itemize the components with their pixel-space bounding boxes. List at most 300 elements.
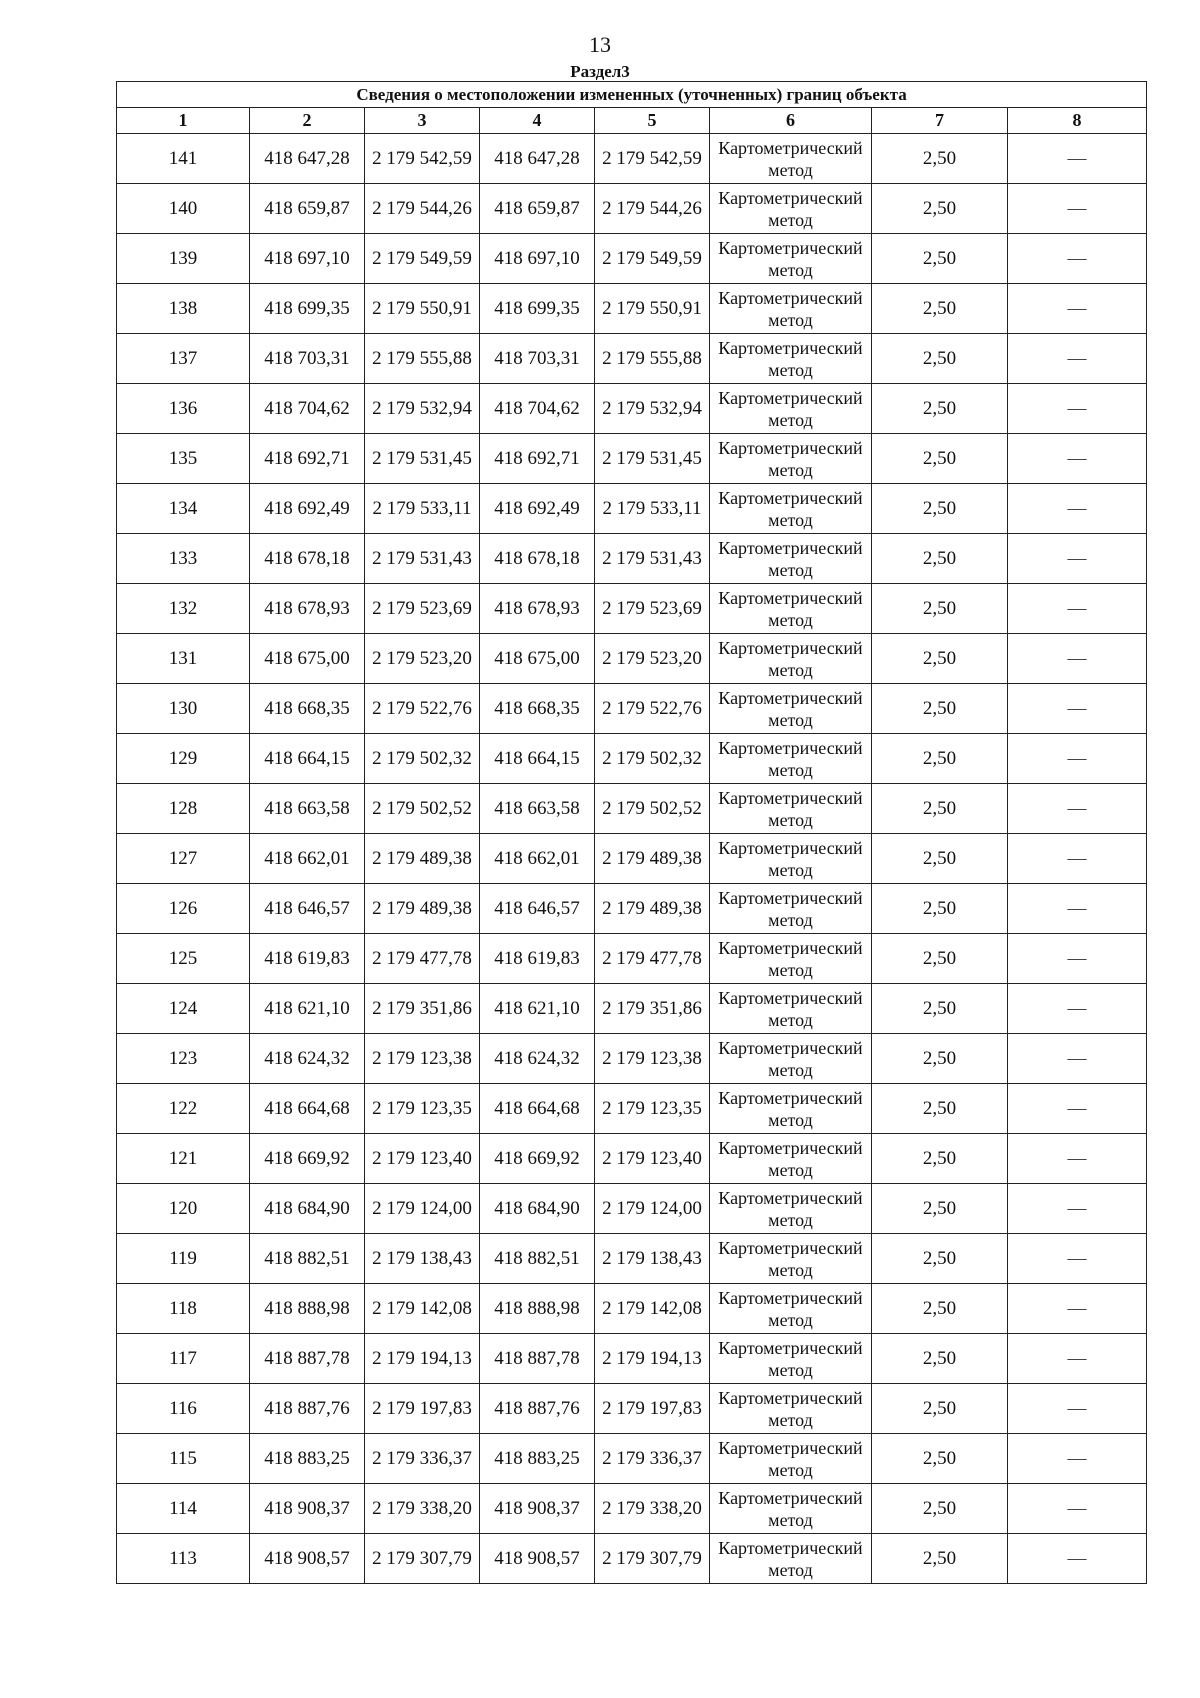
- description-cell: —: [1008, 134, 1147, 184]
- method-text: Картометрический метод: [718, 987, 863, 1030]
- method-text: Картометрический метод: [718, 887, 863, 930]
- table-header-row: [117, 108, 1147, 134]
- old-x-cell: 418 887,78: [250, 1334, 365, 1384]
- method-cell: [710, 934, 872, 984]
- new-x-cell: 418 692,71: [480, 434, 595, 484]
- old-y-cell: 2 179 336,37: [365, 1434, 480, 1484]
- coordinates-table: [116, 81, 1147, 1584]
- table-body: [117, 134, 1147, 1584]
- column-header: 4: [480, 108, 595, 134]
- new-x-cell: 418 882,51: [480, 1234, 595, 1284]
- point-number-cell: 132: [117, 584, 250, 634]
- accuracy-cell: 2,50: [872, 584, 1008, 634]
- method-cell: [710, 284, 872, 334]
- method-text: Картометрический метод: [718, 287, 863, 330]
- old-y-cell: 2 179 477,78: [365, 934, 480, 984]
- new-x-cell: 418 659,87: [480, 184, 595, 234]
- description-cell: —: [1008, 934, 1147, 984]
- method-cell: [710, 834, 872, 884]
- new-x-cell: 418 668,35: [480, 684, 595, 734]
- accuracy-cell: 2,50: [872, 284, 1008, 334]
- table-row: [117, 1034, 1147, 1084]
- table-row: [117, 584, 1147, 634]
- method-text: Картометрический метод: [718, 187, 863, 230]
- point-number-cell: 122: [117, 1084, 250, 1134]
- method-text: Картометрический метод: [718, 787, 863, 830]
- method-text: Картометрический метод: [718, 637, 863, 680]
- method-text: Картометрический метод: [718, 1487, 863, 1530]
- new-x-cell: 418 678,93: [480, 584, 595, 634]
- old-x-cell: 418 887,76: [250, 1384, 365, 1434]
- table-row: [117, 134, 1147, 184]
- old-x-cell: 418 669,92: [250, 1134, 365, 1184]
- new-y-cell: 2 179 336,37: [595, 1434, 710, 1484]
- new-x-cell: 418 887,78: [480, 1334, 595, 1384]
- old-x-cell: 418 619,83: [250, 934, 365, 984]
- new-x-cell: 418 888,98: [480, 1284, 595, 1334]
- method-cell: [710, 1434, 872, 1484]
- description-cell: —: [1008, 1484, 1147, 1534]
- accuracy-cell: 2,50: [872, 784, 1008, 834]
- new-x-cell: 418 908,57: [480, 1534, 595, 1584]
- method-text: Картометрический метод: [718, 687, 863, 730]
- new-y-cell: 2 179 533,11: [595, 484, 710, 534]
- method-text: Картометрический метод: [718, 437, 863, 480]
- point-number-cell: 123: [117, 1034, 250, 1084]
- description-cell: —: [1008, 1434, 1147, 1484]
- table-row: [117, 484, 1147, 534]
- description-cell: —: [1008, 234, 1147, 284]
- new-x-cell: 418 684,90: [480, 1184, 595, 1234]
- method-cell: [710, 1384, 872, 1434]
- method-cell: [710, 484, 872, 534]
- method-cell: [710, 334, 872, 384]
- method-text: Картометрический метод: [718, 837, 863, 880]
- description-cell: —: [1008, 784, 1147, 834]
- accuracy-cell: 2,50: [872, 1484, 1008, 1534]
- method-cell: [710, 884, 872, 934]
- method-cell: [710, 984, 872, 1034]
- old-y-cell: 2 179 544,26: [365, 184, 480, 234]
- point-number-cell: 121: [117, 1134, 250, 1184]
- description-cell: —: [1008, 1384, 1147, 1434]
- old-y-cell: 2 179 123,40: [365, 1134, 480, 1184]
- new-y-cell: 2 179 194,13: [595, 1334, 710, 1384]
- method-cell: [710, 784, 872, 834]
- method-text: Картометрический метод: [718, 587, 863, 630]
- method-text: Картометрический метод: [718, 1237, 863, 1280]
- point-number-cell: 134: [117, 484, 250, 534]
- table-row: [117, 984, 1147, 1034]
- old-x-cell: 418 647,28: [250, 134, 365, 184]
- table-row: [117, 1484, 1147, 1534]
- new-x-cell: 418 699,35: [480, 284, 595, 334]
- old-y-cell: 2 179 489,38: [365, 884, 480, 934]
- old-x-cell: 418 646,57: [250, 884, 365, 934]
- point-number-cell: 141: [117, 134, 250, 184]
- point-number-cell: 116: [117, 1384, 250, 1434]
- accuracy-cell: 2,50: [872, 384, 1008, 434]
- column-header: 1: [117, 108, 250, 134]
- accuracy-cell: 2,50: [872, 434, 1008, 484]
- accuracy-cell: 2,50: [872, 1034, 1008, 1084]
- accuracy-cell: 2,50: [872, 1534, 1008, 1584]
- description-cell: —: [1008, 1084, 1147, 1134]
- new-y-cell: 2 179 338,20: [595, 1484, 710, 1534]
- description-cell: —: [1008, 884, 1147, 934]
- point-number-cell: 113: [117, 1534, 250, 1584]
- old-y-cell: 2 179 123,35: [365, 1084, 480, 1134]
- method-cell: [710, 1134, 872, 1184]
- description-cell: —: [1008, 1284, 1147, 1334]
- new-x-cell: 418 621,10: [480, 984, 595, 1034]
- accuracy-cell: 2,50: [872, 684, 1008, 734]
- method-text: Картометрический метод: [718, 387, 863, 430]
- old-y-cell: 2 179 523,20: [365, 634, 480, 684]
- old-y-cell: 2 179 502,32: [365, 734, 480, 784]
- point-number-cell: 120: [117, 1184, 250, 1234]
- accuracy-cell: 2,50: [872, 234, 1008, 284]
- method-text: Картометрический метод: [718, 337, 863, 380]
- table-row: [117, 1084, 1147, 1134]
- accuracy-cell: 2,50: [872, 1284, 1008, 1334]
- method-cell: [710, 534, 872, 584]
- point-number-cell: 114: [117, 1484, 250, 1534]
- old-x-cell: 418 703,31: [250, 334, 365, 384]
- description-cell: —: [1008, 1534, 1147, 1584]
- old-x-cell: 418 692,49: [250, 484, 365, 534]
- old-y-cell: 2 179 307,79: [365, 1534, 480, 1584]
- accuracy-cell: 2,50: [872, 984, 1008, 1034]
- point-number-cell: 135: [117, 434, 250, 484]
- accuracy-cell: 2,50: [872, 634, 1008, 684]
- new-y-cell: 2 179 477,78: [595, 934, 710, 984]
- table-row: [117, 1434, 1147, 1484]
- point-number-cell: 125: [117, 934, 250, 984]
- table-row: [117, 734, 1147, 784]
- description-cell: —: [1008, 1184, 1147, 1234]
- new-y-cell: 2 179 138,43: [595, 1234, 710, 1284]
- new-x-cell: 418 692,49: [480, 484, 595, 534]
- old-y-cell: 2 179 550,91: [365, 284, 480, 334]
- new-x-cell: 418 887,76: [480, 1384, 595, 1434]
- method-text: Картометрический метод: [718, 1337, 863, 1380]
- new-x-cell: 418 664,15: [480, 734, 595, 784]
- old-y-cell: 2 179 542,59: [365, 134, 480, 184]
- method-cell: [710, 1534, 872, 1584]
- old-x-cell: 418 668,35: [250, 684, 365, 734]
- new-y-cell: 2 179 555,88: [595, 334, 710, 384]
- table-row: [117, 384, 1147, 434]
- description-cell: —: [1008, 584, 1147, 634]
- table-row: [117, 1334, 1147, 1384]
- table-row: [117, 184, 1147, 234]
- point-number-cell: 119: [117, 1234, 250, 1284]
- accuracy-cell: 2,50: [872, 1384, 1008, 1434]
- old-y-cell: 2 179 489,38: [365, 834, 480, 884]
- new-y-cell: 2 179 549,59: [595, 234, 710, 284]
- accuracy-cell: 2,50: [872, 184, 1008, 234]
- old-x-cell: 418 624,32: [250, 1034, 365, 1084]
- new-y-cell: 2 179 123,40: [595, 1134, 710, 1184]
- old-y-cell: 2 179 338,20: [365, 1484, 480, 1534]
- method-text: Картометрический метод: [718, 237, 863, 280]
- old-y-cell: 2 179 197,83: [365, 1384, 480, 1434]
- new-y-cell: 2 179 522,76: [595, 684, 710, 734]
- old-x-cell: 418 882,51: [250, 1234, 365, 1284]
- new-x-cell: 418 678,18: [480, 534, 595, 584]
- table-row: [117, 784, 1147, 834]
- new-x-cell: 418 647,28: [480, 134, 595, 184]
- method-cell: [710, 234, 872, 284]
- point-number-cell: 138: [117, 284, 250, 334]
- point-number-cell: 128: [117, 784, 250, 834]
- column-header: 7: [872, 108, 1008, 134]
- new-x-cell: 418 883,25: [480, 1434, 595, 1484]
- old-y-cell: 2 179 502,52: [365, 784, 480, 834]
- old-x-cell: 418 908,57: [250, 1534, 365, 1584]
- description-cell: —: [1008, 1334, 1147, 1384]
- method-text: Картометрический метод: [718, 137, 863, 180]
- old-y-cell: 2 179 531,43: [365, 534, 480, 584]
- description-cell: —: [1008, 734, 1147, 784]
- method-text: Картометрический метод: [718, 1037, 863, 1080]
- new-y-cell: 2 179 123,35: [595, 1084, 710, 1134]
- table-row: [117, 934, 1147, 984]
- new-x-cell: 418 908,37: [480, 1484, 595, 1534]
- column-header: 2: [250, 108, 365, 134]
- new-y-cell: 2 179 532,94: [595, 384, 710, 434]
- old-x-cell: 418 908,37: [250, 1484, 365, 1534]
- table-row: [117, 534, 1147, 584]
- description-cell: —: [1008, 384, 1147, 434]
- description-cell: —: [1008, 834, 1147, 884]
- new-y-cell: 2 179 542,59: [595, 134, 710, 184]
- new-y-cell: 2 179 544,26: [595, 184, 710, 234]
- new-x-cell: 418 675,00: [480, 634, 595, 684]
- point-number-cell: 137: [117, 334, 250, 384]
- accuracy-cell: 2,50: [872, 1234, 1008, 1284]
- method-cell: [710, 134, 872, 184]
- old-y-cell: 2 179 124,00: [365, 1184, 480, 1234]
- new-x-cell: 418 704,62: [480, 384, 595, 434]
- method-cell: [710, 1034, 872, 1084]
- new-y-cell: 2 179 197,83: [595, 1384, 710, 1434]
- description-cell: —: [1008, 284, 1147, 334]
- old-x-cell: 418 664,68: [250, 1084, 365, 1134]
- method-text: Картометрический метод: [718, 1087, 863, 1130]
- section-title: Раздел3: [570, 62, 630, 81]
- method-text: Картометрический метод: [718, 1137, 863, 1180]
- method-text: Картометрический метод: [718, 1287, 863, 1330]
- method-cell: [710, 1084, 872, 1134]
- new-y-cell: 2 179 351,86: [595, 984, 710, 1034]
- method-cell: [710, 584, 872, 634]
- old-x-cell: 418 684,90: [250, 1184, 365, 1234]
- point-number-cell: 129: [117, 734, 250, 784]
- old-y-cell: 2 179 351,86: [365, 984, 480, 1034]
- method-text: Картометрический метод: [718, 1187, 863, 1230]
- old-x-cell: 418 678,93: [250, 584, 365, 634]
- method-text: Картометрический метод: [718, 1437, 863, 1480]
- new-x-cell: 418 624,32: [480, 1034, 595, 1084]
- accuracy-cell: 2,50: [872, 334, 1008, 384]
- table-row: [117, 1134, 1147, 1184]
- method-text: Картометрический метод: [718, 537, 863, 580]
- description-cell: —: [1008, 1234, 1147, 1284]
- method-cell: [710, 434, 872, 484]
- point-number-cell: 126: [117, 884, 250, 934]
- new-y-cell: 2 179 550,91: [595, 284, 710, 334]
- new-x-cell: 418 662,01: [480, 834, 595, 884]
- method-text: Картометрический метод: [718, 937, 863, 980]
- new-x-cell: 418 619,83: [480, 934, 595, 984]
- method-text: Картометрический метод: [718, 1537, 863, 1580]
- old-x-cell: 418 663,58: [250, 784, 365, 834]
- method-text: Картометрический метод: [718, 487, 863, 530]
- method-cell: [710, 384, 872, 434]
- old-x-cell: 418 704,62: [250, 384, 365, 434]
- table-caption-row: [117, 82, 1147, 108]
- old-x-cell: 418 883,25: [250, 1434, 365, 1484]
- new-y-cell: 2 179 123,38: [595, 1034, 710, 1084]
- table-row: [117, 334, 1147, 384]
- method-text: Картометрический метод: [718, 1387, 863, 1430]
- new-x-cell: 418 663,58: [480, 784, 595, 834]
- new-y-cell: 2 179 142,08: [595, 1284, 710, 1334]
- description-cell: —: [1008, 184, 1147, 234]
- description-cell: —: [1008, 684, 1147, 734]
- new-x-cell: 418 669,92: [480, 1134, 595, 1184]
- point-number-cell: 133: [117, 534, 250, 584]
- old-y-cell: 2 179 142,08: [365, 1284, 480, 1334]
- new-y-cell: 2 179 489,38: [595, 884, 710, 934]
- new-x-cell: 418 646,57: [480, 884, 595, 934]
- old-x-cell: 418 675,00: [250, 634, 365, 684]
- point-number-cell: 127: [117, 834, 250, 884]
- new-y-cell: 2 179 502,32: [595, 734, 710, 784]
- new-y-cell: 2 179 489,38: [595, 834, 710, 884]
- table-row: [117, 284, 1147, 334]
- new-y-cell: 2 179 307,79: [595, 1534, 710, 1584]
- point-number-cell: 130: [117, 684, 250, 734]
- accuracy-cell: 2,50: [872, 1184, 1008, 1234]
- point-number-cell: 124: [117, 984, 250, 1034]
- old-y-cell: 2 179 532,94: [365, 384, 480, 434]
- table-row: [117, 434, 1147, 484]
- old-y-cell: 2 179 555,88: [365, 334, 480, 384]
- method-cell: [710, 734, 872, 784]
- table-row: [117, 884, 1147, 934]
- description-cell: —: [1008, 434, 1147, 484]
- accuracy-cell: 2,50: [872, 1334, 1008, 1384]
- column-header: 3: [365, 108, 480, 134]
- table-row: [117, 1284, 1147, 1334]
- old-y-cell: 2 179 523,69: [365, 584, 480, 634]
- point-number-cell: 131: [117, 634, 250, 684]
- description-cell: —: [1008, 1134, 1147, 1184]
- method-cell: [710, 1284, 872, 1334]
- method-text: Картометрический метод: [718, 737, 863, 780]
- description-cell: —: [1008, 1034, 1147, 1084]
- method-cell: [710, 684, 872, 734]
- old-x-cell: 418 662,01: [250, 834, 365, 884]
- old-y-cell: 2 179 138,43: [365, 1234, 480, 1284]
- accuracy-cell: 2,50: [872, 1434, 1008, 1484]
- description-cell: —: [1008, 484, 1147, 534]
- old-x-cell: 418 692,71: [250, 434, 365, 484]
- table-row: [117, 1184, 1147, 1234]
- new-x-cell: 418 703,31: [480, 334, 595, 384]
- table-row: [117, 1234, 1147, 1284]
- table-row: [117, 684, 1147, 734]
- old-y-cell: 2 179 522,76: [365, 684, 480, 734]
- new-y-cell: 2 179 523,69: [595, 584, 710, 634]
- old-y-cell: 2 179 549,59: [365, 234, 480, 284]
- new-x-cell: 418 664,68: [480, 1084, 595, 1134]
- new-y-cell: 2 179 502,52: [595, 784, 710, 834]
- old-y-cell: 2 179 194,13: [365, 1334, 480, 1384]
- accuracy-cell: 2,50: [872, 534, 1008, 584]
- point-number-cell: 136: [117, 384, 250, 434]
- accuracy-cell: 2,50: [872, 934, 1008, 984]
- point-number-cell: 118: [117, 1284, 250, 1334]
- table-row: [117, 234, 1147, 284]
- table-row: [117, 834, 1147, 884]
- old-x-cell: 418 697,10: [250, 234, 365, 284]
- old-x-cell: 418 888,98: [250, 1284, 365, 1334]
- table-row: [117, 1384, 1147, 1434]
- old-y-cell: 2 179 533,11: [365, 484, 480, 534]
- accuracy-cell: 2,50: [872, 734, 1008, 784]
- point-number-cell: 115: [117, 1434, 250, 1484]
- column-header: 8: [1008, 108, 1147, 134]
- new-y-cell: 2 179 523,20: [595, 634, 710, 684]
- accuracy-cell: 2,50: [872, 484, 1008, 534]
- old-x-cell: 418 621,10: [250, 984, 365, 1034]
- table-caption: Сведения о местоположении измененных (уточненных) границ объекта: [117, 82, 1147, 108]
- accuracy-cell: 2,50: [872, 884, 1008, 934]
- old-x-cell: 418 664,15: [250, 734, 365, 784]
- point-number-cell: 117: [117, 1334, 250, 1384]
- old-y-cell: 2 179 531,45: [365, 434, 480, 484]
- point-number-cell: 139: [117, 234, 250, 284]
- description-cell: —: [1008, 984, 1147, 1034]
- accuracy-cell: 2,50: [872, 1134, 1008, 1184]
- method-cell: [710, 1334, 872, 1384]
- point-number-cell: 140: [117, 184, 250, 234]
- accuracy-cell: 2,50: [872, 1084, 1008, 1134]
- accuracy-cell: 2,50: [872, 834, 1008, 884]
- column-header: 6: [710, 108, 872, 134]
- old-x-cell: 418 678,18: [250, 534, 365, 584]
- method-cell: [710, 634, 872, 684]
- new-y-cell: 2 179 531,43: [595, 534, 710, 584]
- old-y-cell: 2 179 123,38: [365, 1034, 480, 1084]
- method-cell: [710, 184, 872, 234]
- description-cell: —: [1008, 334, 1147, 384]
- accuracy-cell: 2,50: [872, 134, 1008, 184]
- table-row: [117, 1534, 1147, 1584]
- description-cell: —: [1008, 634, 1147, 684]
- method-cell: [710, 1484, 872, 1534]
- column-header: 5: [595, 108, 710, 134]
- new-y-cell: 2 179 124,00: [595, 1184, 710, 1234]
- method-cell: [710, 1234, 872, 1284]
- old-x-cell: 418 699,35: [250, 284, 365, 334]
- new-y-cell: 2 179 531,45: [595, 434, 710, 484]
- page-number: 13: [589, 32, 611, 57]
